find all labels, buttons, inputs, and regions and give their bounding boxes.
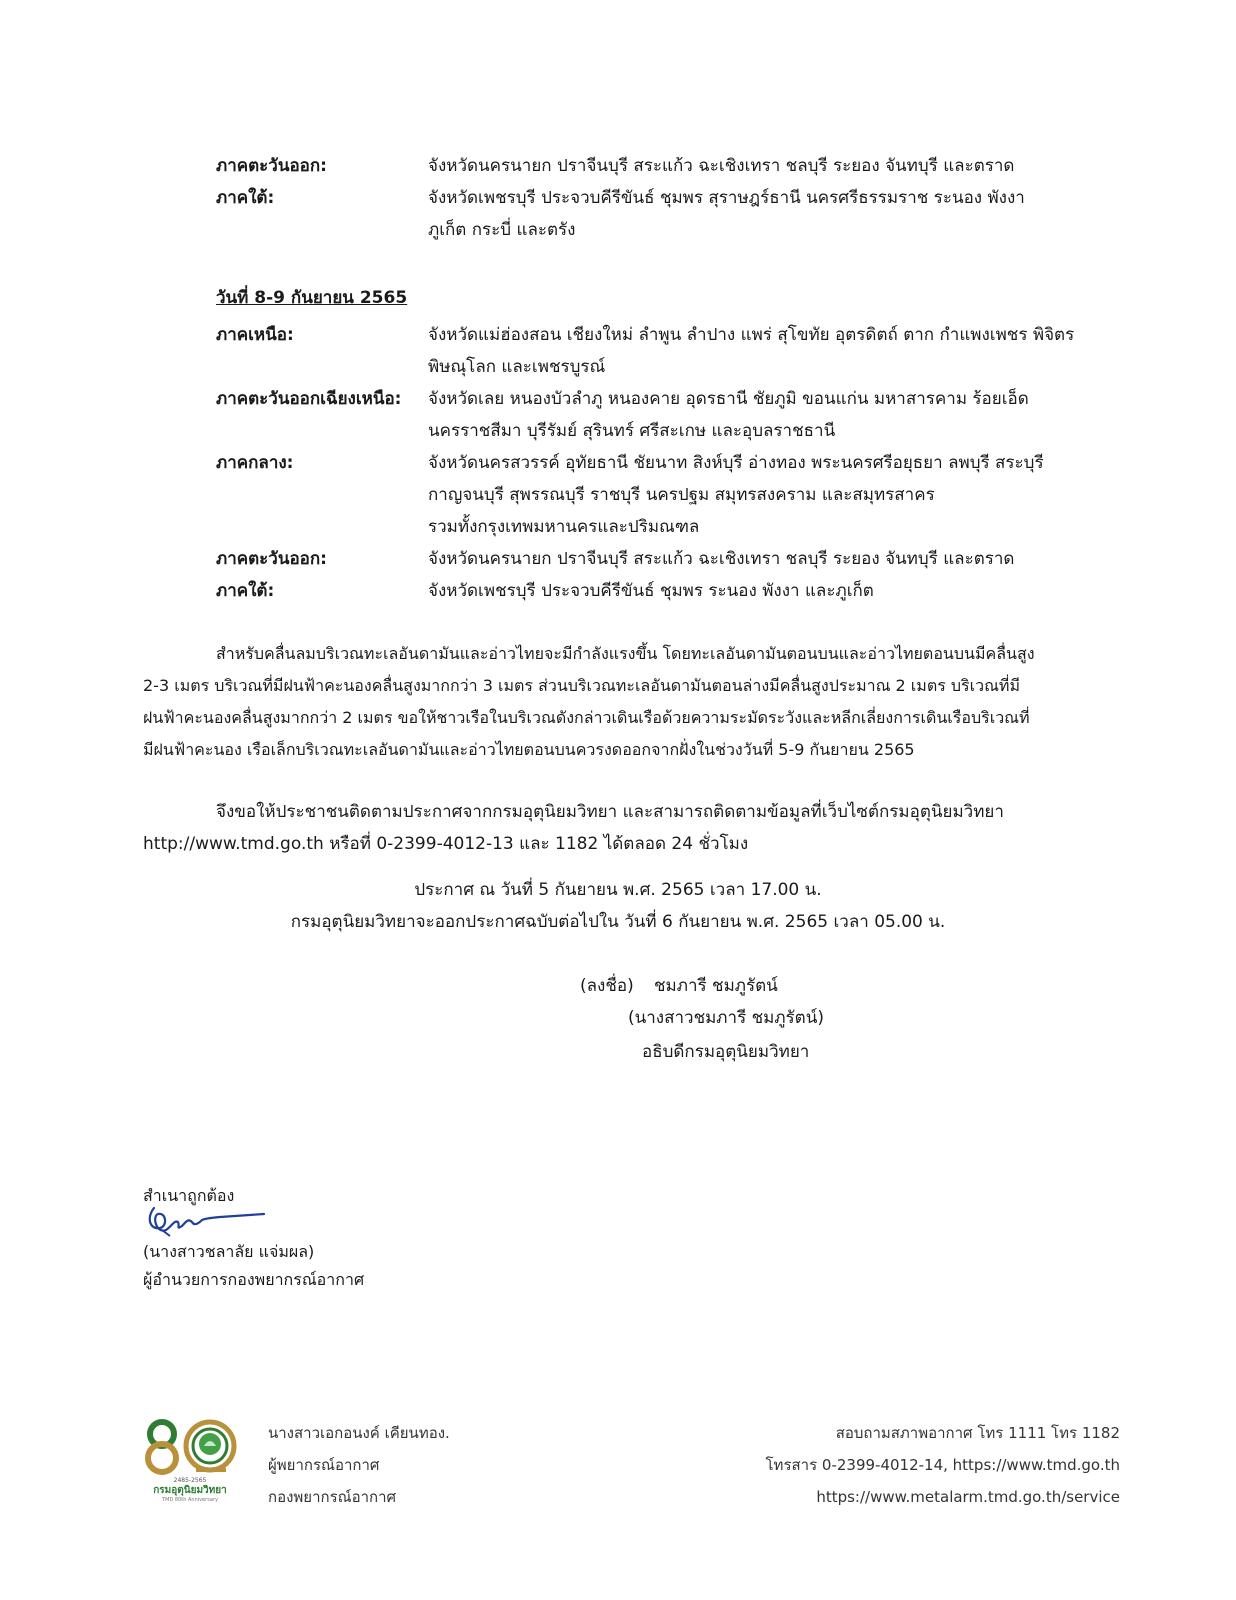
certifier-name: (นางสาวชลาลัย แจ่มผล) xyxy=(143,1242,315,1261)
region-label-north: ภาคเหนือ: xyxy=(216,325,294,345)
region-label-east-2: ภาคตะวันออก: xyxy=(216,549,327,569)
tmd-80th-logo xyxy=(140,1414,240,1504)
region-provinces-northeast-line1: จังหวัดเลย หนองบัวลำภู หนองคาย อุดรธานี ชัยภูมิ ขอนแก่น มหาสารคาม ร้อยเอ็ด xyxy=(428,389,1029,409)
date-heading: วันที่ 8-9 กันยายน 2565 xyxy=(216,288,408,308)
signed-label: (ลงชื่อ) xyxy=(580,976,634,996)
region-provinces-east: จังหวัดนครนายก ปราจีนบุรี สระแก้ว ฉะเชิงเทรา ชลบุรี ระยอง จันทบุรี และตราด xyxy=(428,156,1015,176)
region-provinces-south-2: จังหวัดเพชรบุรี ประจวบคีรีขันธ์ ชุมพร ระนอง พังงา และภูเก็ต xyxy=(428,581,874,601)
region-label-northeast: ภาคตะวันออกเฉียงเหนือ: xyxy=(216,389,402,409)
region-provinces-north-line1: จังหวัดแม่ฮ่องสอน เชียงใหม่ ลำพูน ลำปาง แพร่ สุโขทัย อุตรดิตถ์ ตาก กำแพงเพชร พิจิตร xyxy=(428,325,1075,345)
waves-paragraph-line2: 2-3 เมตร บริเวณที่มีฝนฟ้าคะนองคลื่นสูงมากกว่า 3 เมตร ส่วนบริเวณทะเลอันดามันตอนล่างมีคลื่นสูงประมาณ 2 เมตร บริเวณที่มี xyxy=(143,676,1021,695)
region-provinces-northeast-line2: นครราชสีมา บุรีรัมย์ สุรินทร์ ศรีสะเกษ และอุบลราชธานี xyxy=(428,421,836,441)
follow-paragraph-line2: http://www.tmd.go.th หรือที่ 0-2399-4012-13 และ 1182 ได้ตลอด 24 ชั่วโมง xyxy=(143,834,749,854)
region-label-south-2: ภาคใต้: xyxy=(216,581,275,601)
signer-full-name: (นางสาวชมภารี ชมภูรัตน์) xyxy=(628,1008,824,1028)
logo-text: กรมอุตุนิยมวิทยา xyxy=(153,1485,227,1496)
certifier-position: ผู้อำนวยการกองพยากรณ์อากาศ xyxy=(143,1270,365,1289)
region-label-central: ภาคกลาง: xyxy=(216,453,294,473)
region-provinces-east-2: จังหวัดนครนายก ปราจีนบุรี สระแก้ว ฉะเชิงเทรา ชลบุรี ระยอง จันทบุรี และตราด xyxy=(428,549,1015,569)
signed-name: ชมภารี ชมภูรัตน์ xyxy=(654,976,778,996)
contact-phone: สอบถามสภาพอากาศ โทร 1111 โทร 1182 xyxy=(835,1424,1120,1442)
region-provinces-south-line1: จังหวัดเพชรบุรี ประจวบคีรีขันธ์ ชุมพร สุราษฎร์ธานี นครศรีธรรมราช ระนอง พังงา xyxy=(428,188,1025,208)
next-announce: กรมอุตุนิยมวิทยาจะออกประกาศฉบับต่อไปใน วันที่ 6 กันยายน พ.ศ. 2565 เวลา 05.00 น. xyxy=(290,912,946,932)
announce-date: ประกาศ ณ วันที่ 5 กันยายน พ.ศ. 2565 เวลา 17.00 น. xyxy=(414,880,822,900)
waves-paragraph-line4: มีฝนฟ้าคะนอง เรือเล็กบริเวณทะเลอันดามันและอ่าวไทยตอนบนควรงดออกจากฝั่งในช่วงวันที่ 5-9 กันยายน 2565 xyxy=(143,740,915,759)
region-label-south: ภาคใต้: xyxy=(216,188,275,208)
forecaster-role: ผู้พยากรณ์อากาศ xyxy=(268,1456,380,1474)
contact-fax-web: โทรสาร 0-2399-4012-14, https://www.tmd.go.th xyxy=(765,1456,1120,1474)
region-label-east: ภาคตะวันออก: xyxy=(216,156,327,176)
follow-paragraph-line1: จึงขอให้ประชาชนติดตามประกาศจากกรมอุตุนิยมวิทยา และสามารถติดตามข้อมูลที่เว็บไซต์กรมอุตุนิยมวิทยา xyxy=(216,802,1004,822)
signer-position: อธิบดีกรมอุตุนิยมวิทยา xyxy=(642,1042,810,1062)
region-provinces-central-line1: จังหวัดนครสวรรค์ อุทัยธานี ชัยนาท สิงห์บุรี อ่างทอง พระนครศรีอยุธยา ลพบุรี สระบุรี xyxy=(428,453,1044,473)
waves-paragraph-line1: สำหรับคลื่นลมบริเวณทะเลอันดามันและอ่าวไทยจะมีกำลังแรงขึ้น โดยทะเลอันดามันตอนบนและอ่าวไทยตอนบนมีคลื่นสูง xyxy=(216,644,1035,663)
region-provinces-north-line2: พิษณุโลก และเพชรบูรณ์ xyxy=(428,357,606,377)
certified-title: สำเนาถูกต้อง xyxy=(143,1186,235,1205)
waves-paragraph-line3: ฝนฟ้าคะนองคลื่นสูงมากกว่า 2 เมตร ขอให้ชาวเรือในบริเวณดังกล่าวเดินเรือด้วยความระมัดระวังและหลีกเลี่ยงการเดินเรือบริเวณที่ xyxy=(143,708,1030,727)
forecaster-name: นางสาวเอกอนงค์ เคียนทอง. xyxy=(268,1424,450,1442)
contact-metalarm-link[interactable]: https://www.metalarm.tmd.go.th/service xyxy=(816,1488,1120,1506)
region-provinces-south-line2: ภูเก็ต กระบี่ และตรัง xyxy=(428,220,576,240)
forecaster-division: กองพยากรณ์อากาศ xyxy=(268,1488,397,1506)
region-provinces-central-line2: กาญจนบุรี สุพรรณบุรี ราชบุรี นครปฐม สมุทรสงคราม และสมุทรสาคร xyxy=(428,485,935,505)
region-provinces-central-line3: รวมทั้งกรุงเทพมหานครและปริมณฑล xyxy=(428,517,700,537)
logo-years: 2485-2565 xyxy=(173,1477,207,1484)
logo-sub: TMD 80th Anniversary xyxy=(162,1497,218,1503)
